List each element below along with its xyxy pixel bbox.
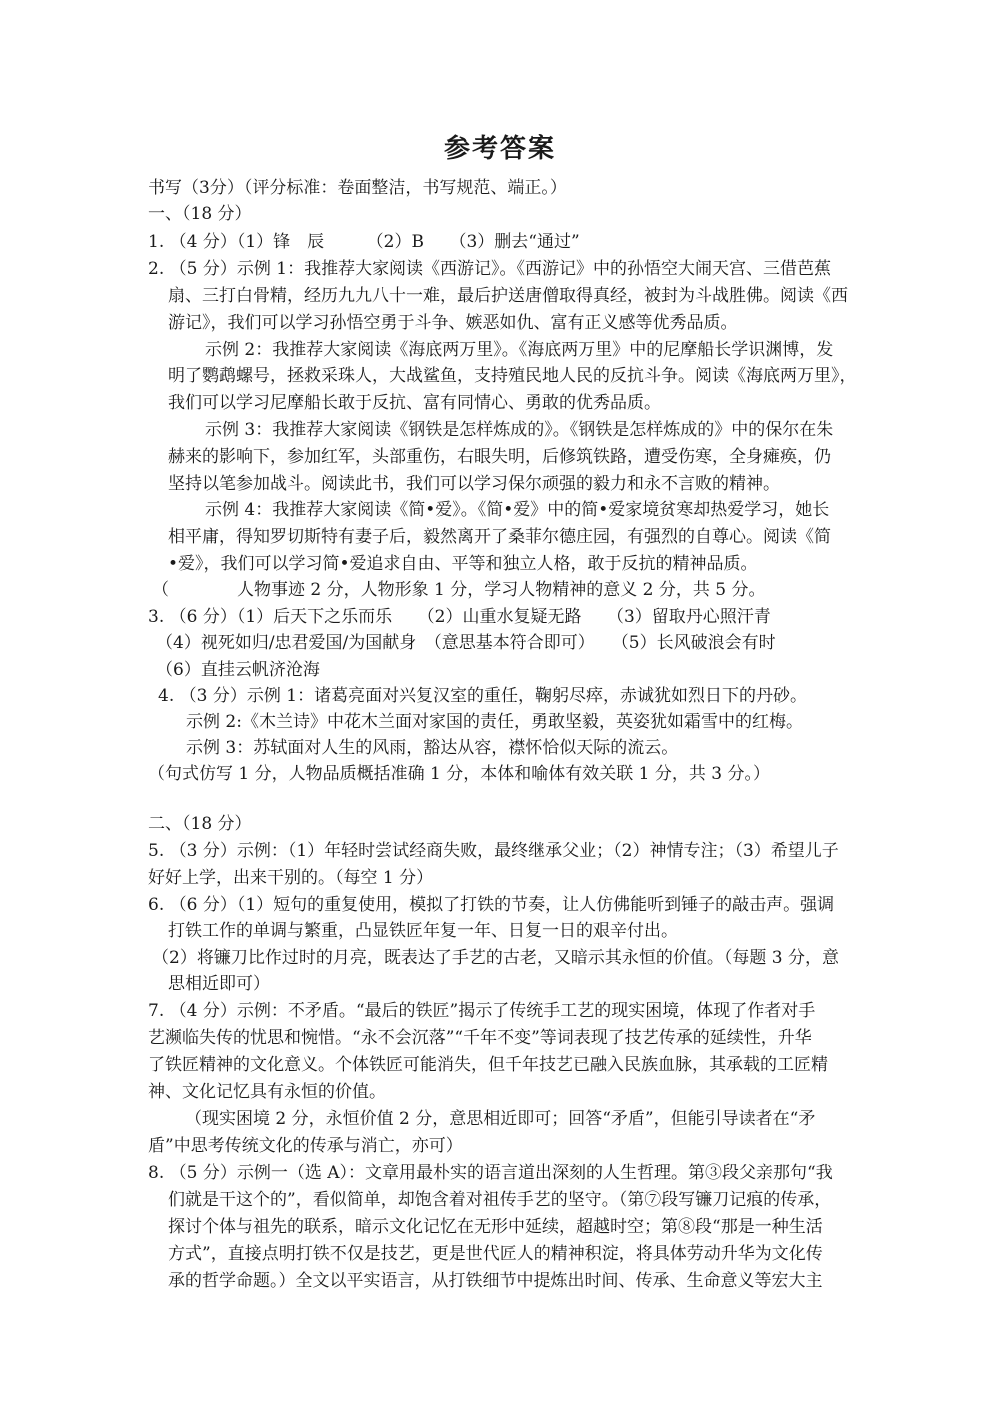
text-line: 示例 4：我推荐大家阅读《简•爱》。《简•爱》中的简•爱家境贫寒却热爱学习，她长 xyxy=(205,500,830,520)
text-line: 明了鹦鹉螺号，拯救采珠人，大战鲨鱼，支持殖民地人民的反抗斗争。阅读《海底两万里》， xyxy=(168,366,857,386)
text-line: （现实困境 2 分，永恒价值 2 分，意思相近即可；回答“矛盾”，但能引导读者在“矛 xyxy=(185,1109,816,1129)
text-line: 5. （3 分）示例：（1）年轻时尝试经商失败，最终继承父业；（2）神情专注；（3）希望儿子 xyxy=(148,841,839,861)
section-heading: 二、（18 分） xyxy=(148,814,252,834)
text-line: 6. （6 分）（1）短句的重复使用，模拟了打铁的节奏，让人仿佛能听到锤子的敲击声。强调 xyxy=(148,895,835,915)
text-line: 4. （3 分）示例 1：诸葛亮面对兴复汉室的重任，鞠躬尽瘁，赤诚犹如烈日下的丹砂。 xyxy=(158,686,808,706)
text-line: 思相近即可） xyxy=(168,974,270,994)
text-line: 盾”中思考传统文化的传承与消亡，亦可） xyxy=(148,1136,463,1156)
text-line: 示例 2：我推荐大家阅读《海底两万里》。《海底两万里》中的尼摩船长学识渊博，发 xyxy=(205,340,834,360)
page-title: 参考答案 xyxy=(443,134,556,164)
text-line: 好好上学，出来干别的。（每空 1 分） xyxy=(148,868,434,888)
text-line: 我们可以学习尼摩船长敢于反抗、富有同情心、勇敢的优秀品质。 xyxy=(168,393,661,413)
text-line: 示例 3：我推荐大家阅读《钢铁是怎样炼成的》。《钢铁是怎样炼成的》中的保尔在朱 xyxy=(205,420,834,440)
text-line: 游记》，我们可以学习孙悟空勇于斗争、嫉恶如仇、富有正义感等优秀品质。 xyxy=(168,313,738,333)
text-line: 3. （6 分）（1）后天下之乐而乐 （2）山重水复疑无路 （3）留取丹心照汗青 xyxy=(148,607,771,627)
text-line: 方式”，直接点明打铁不仅是技艺，更是世代匠人的精神积淀，将具体劳动升华为文化传 xyxy=(168,1244,823,1264)
text-line: 7. （4 分）示例：不矛盾。“最后的铁匠”揭示了传统手工艺的现实困境，体现了作者对手 xyxy=(148,1001,816,1021)
text-line: 8. （5 分）示例一（选 A）：文章用最朴实的语言道出深刻的人生哲理。第③段父亲那句“我 xyxy=(148,1163,833,1183)
text-line: 坚持以笔参加战斗。阅读此书，我们可以学习保尔顽强的毅力和永不言败的精神。 xyxy=(168,474,780,494)
section-heading: 一、（18 分） xyxy=(148,204,252,224)
text-line: 扇、三打白骨精，经历九九八十一难，最后护送唐僧取得真经，被封为斗战胜佛。阅读《西 xyxy=(168,286,848,306)
text-line: 艺濒临失传的忧思和惋惜。“永不会沉落”“千年不变”等词表现了技艺传承的延续性，升华 xyxy=(148,1028,812,1048)
text-line: 赫来的影响下，参加红军，头部重伤，右眼失明，后修筑铁路，遭受伤寒，全身瘫痪，仍 xyxy=(168,447,831,467)
text-line: 示例 2:《木兰诗》中花木兰面对家国的责任，勇敢坚毅，英姿犹如霜雪中的红梅。 xyxy=(186,712,803,732)
text-line: 神、文化记忆具有永恒的价值。 xyxy=(148,1082,386,1102)
text-line: 2. （5 分）示例 1：我推荐大家阅读《西游记》。《西游记》中的孙悟空大闹天宫、三借芭蕉 xyxy=(148,259,832,279)
text-line: 探讨个体与祖先的联系，暗示文化记忆在无形中延续，超越时空；第⑧段“那是一种生活 xyxy=(168,1217,823,1237)
text-line: （2）将镰刀比作过时的月亮，既表达了手艺的古老，又暗示其永恒的价值。（每题 3 分，意 xyxy=(152,948,839,968)
text-line: 1. （4 分）（1）锋 辰 （2）B （3）删去“通过” xyxy=(148,232,580,252)
text-line: （6）直挂云帆济沧海 xyxy=(156,660,320,680)
text-line: （句式仿写 1 分，人物品质概括准确 1 分，本体和喻体有效关联 1 分，共 3 分。） xyxy=(148,764,770,784)
text-line: 书写（3分）（评分标准：卷面整洁，书写规范、端正。） xyxy=(148,178,567,198)
text-line: 示例 3：苏轼面对人生的风雨，豁达从容，襟怀恰似天际的流云。 xyxy=(186,738,679,758)
text-line: 了铁匠精神的文化意义。个体铁匠可能消失，但千年技艺已融入民族血脉，其承载的工匠精 xyxy=(148,1055,828,1075)
text-line: 相平庸，得知罗切斯特有妻子后，毅然离开了桑菲尔德庄园，有强烈的自尊心。阅读《简 xyxy=(168,527,831,547)
text-line: 打铁工作的单调与繁重，凸显铁匠年复一年、日复一日的艰辛付出。 xyxy=(168,921,678,941)
text-line: 们就是干这个的”，看似简单，却饱含着对祖传手艺的坚守。（第⑦段写镰刀记痕的传承， xyxy=(168,1190,832,1210)
text-line: （ 人物事迹 2 分，人物形象 1 分，学习人物精神的意义 2 分，共 5 分。 xyxy=(152,580,766,600)
text-line: （4）视死如归/忠君爱国/为国献身 （意思基本符合即可） （5）长风破浪会有时 xyxy=(156,633,776,653)
text-line: •爱》，我们可以学习简•爱追求自由、平等和独立人格，敢于反抗的精神品质。 xyxy=(168,554,758,574)
text-line: 承的哲学命题。）全文以平实语言，从打铁细节中提炼出时间、传承、生命意义等宏大主 xyxy=(168,1271,823,1291)
